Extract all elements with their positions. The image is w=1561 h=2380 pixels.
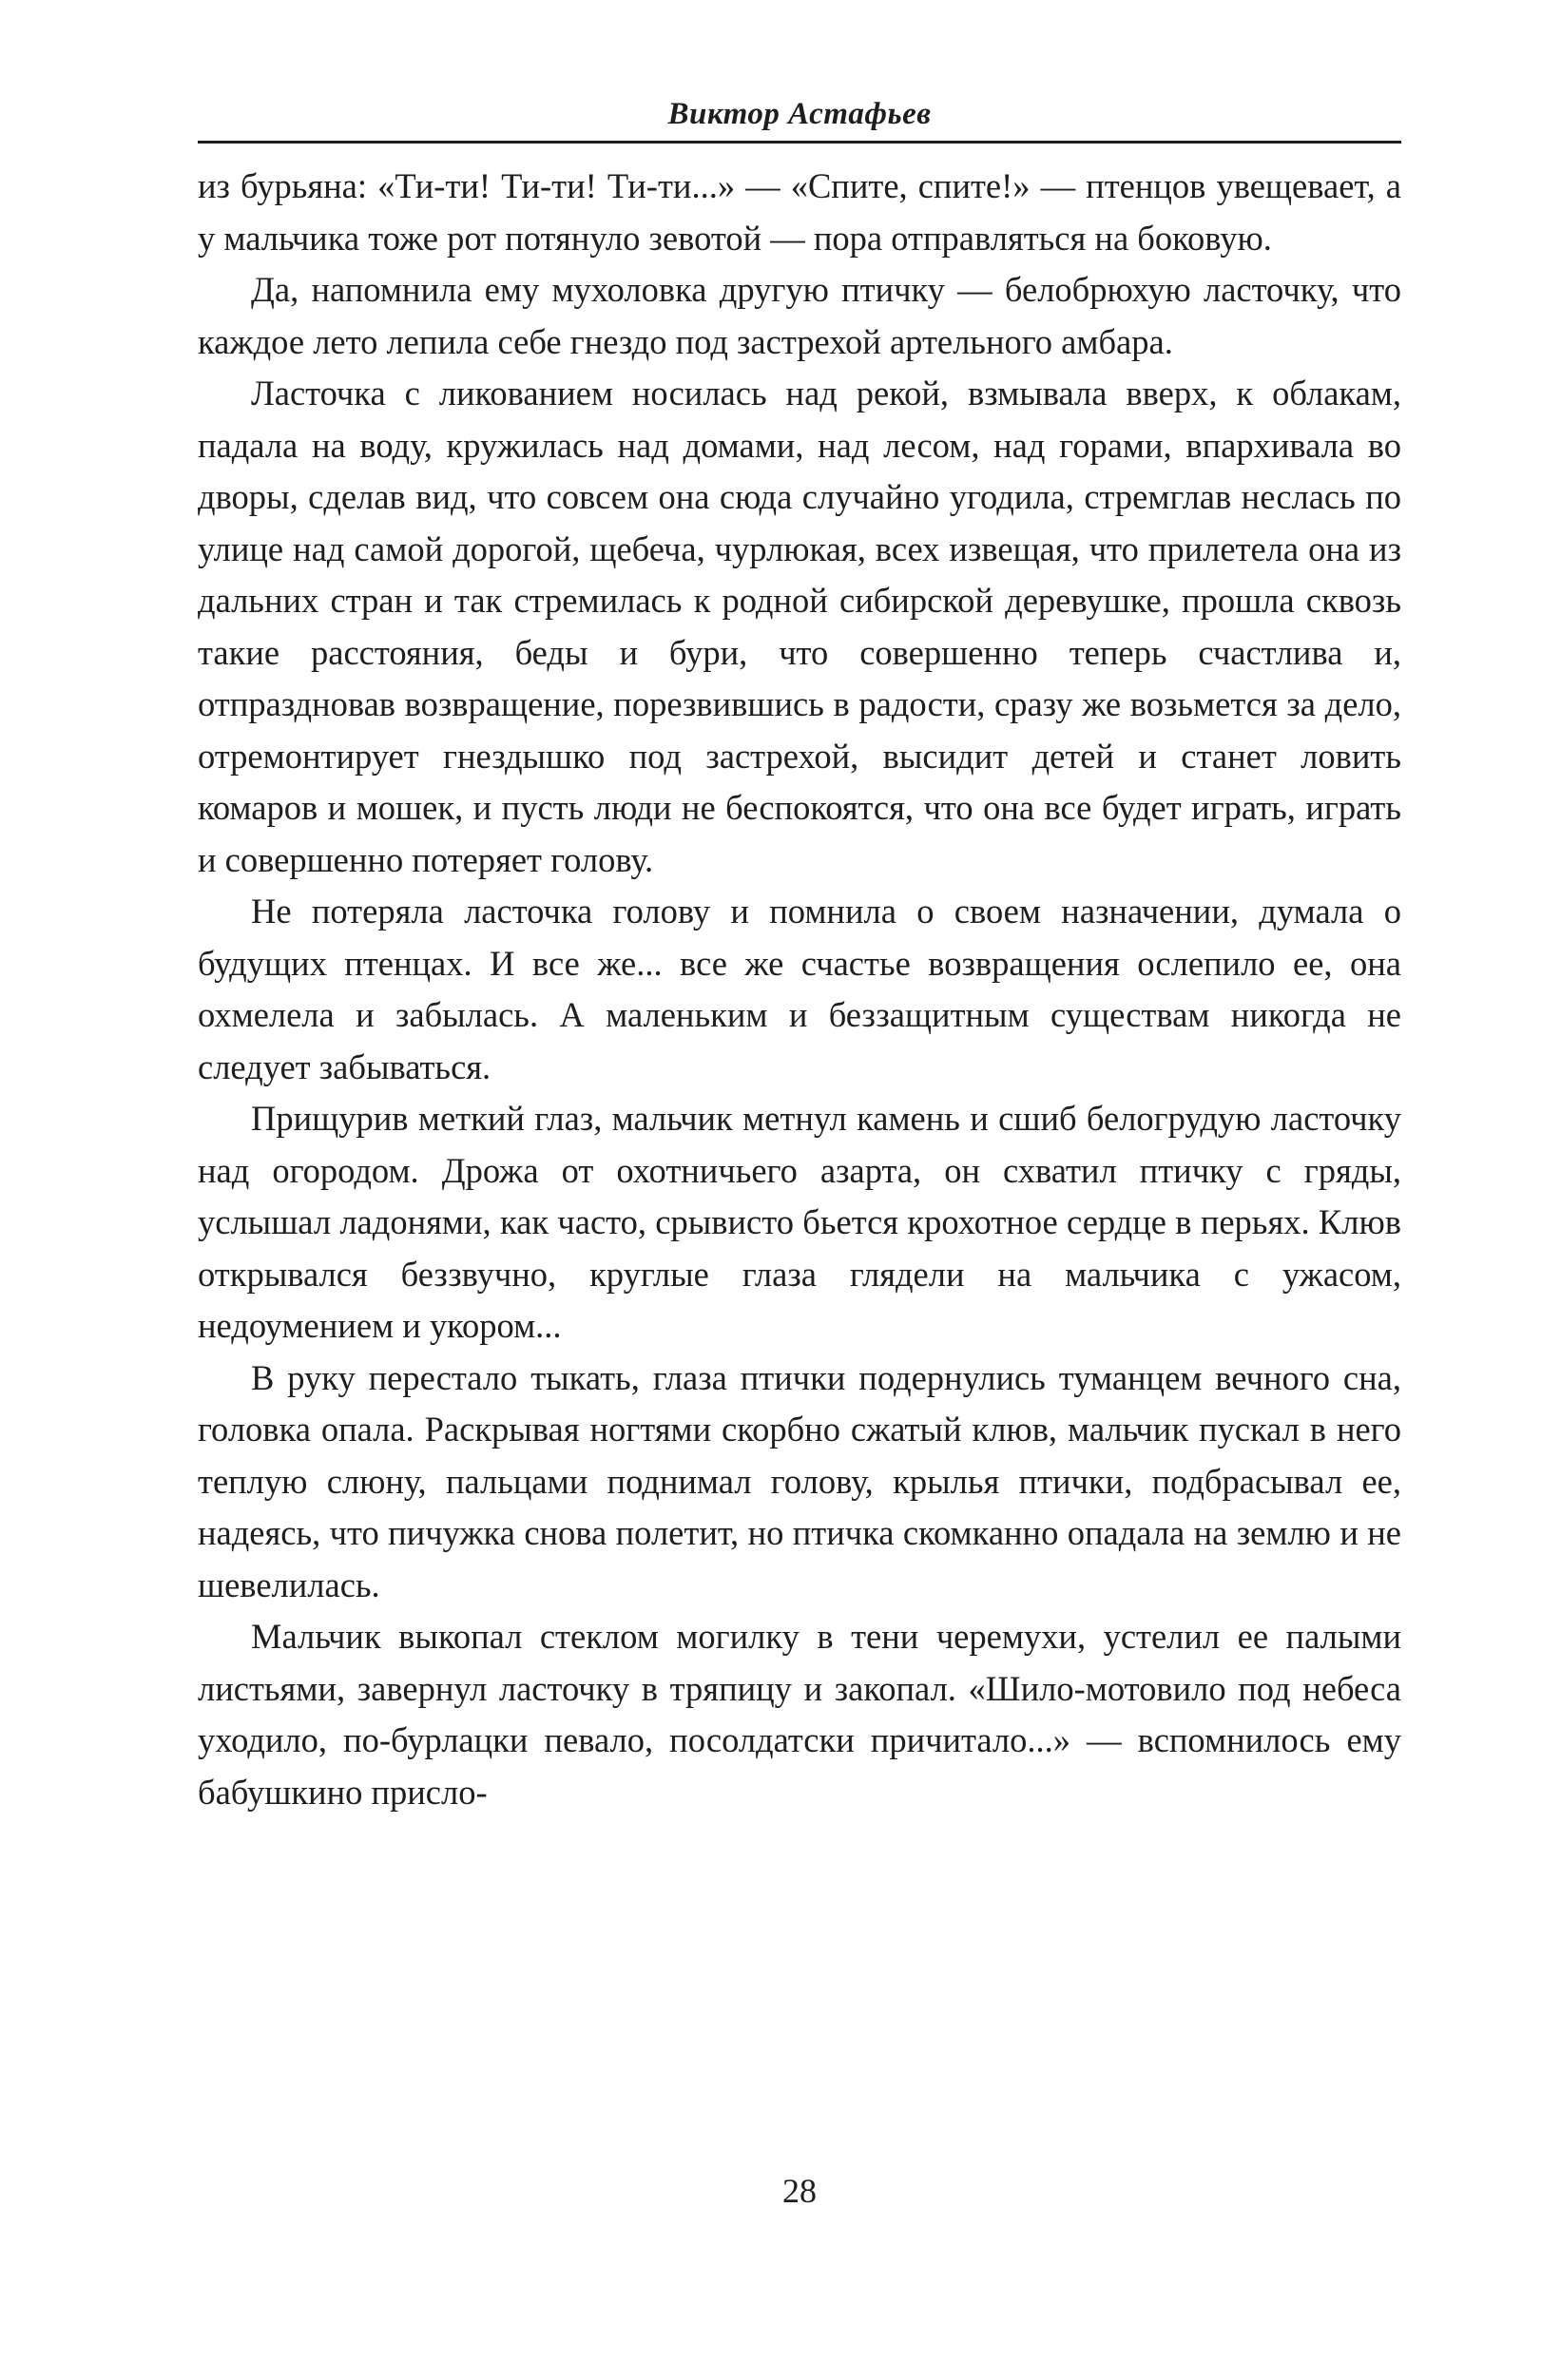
body-text: [198, 161, 1401, 1818]
paragraph-continued: из бурьяна: «Ти-ти! Ти-ти! Ти-ти...» — «Спите, спите!» — птенцов увещевает, а у мальчика тоже рот потянуло зевотой — пора отправляться на боковую.: [198, 166, 1401, 258]
paragraph: Да, напомнила ему мухоловка другую птичку — белобрюхую ласточку, что каждое лето лепила себе гнездо под застрехой артельного амбара.: [198, 270, 1401, 361]
running-head-author: Виктор Астафьев: [667, 97, 932, 131]
paragraph: Мальчик выкопал стеклом могилку в тени черемухи, устелил ее палыми листьями, завернул ласточку в тряпицу и закопал. «Шило-мотовило под небеса уходило, по-бурлацки певало, посолдатски причитало...» — вспомнилось ему бабушкино присло-: [198, 1617, 1401, 1812]
paragraph: Не потеряла ласточка голову и помнила о своем назначении, думала о будущих птенцах. И все же... все же счастье возвращения ослепило ее, она охмелела и забылась. А маленьким и беззащитным существам никогда не следует забываться.: [198, 892, 1401, 1086]
book-page: [198, 95, 1401, 2281]
paragraph: Прищурив меткий глаз, мальчик метнул камень и сшиб белогрудую ласточку над огородом. Дрожа от охотничьего азарта, он схватил птичку с гряды, услышал ладонями, как часто, срывисто бьется крохотное сердце в перьях. Клюв открывался беззвучно, круглые глаза глядели на мальчика с ужасом, недоумением и укором...: [198, 1099, 1401, 1345]
page-number: 28: [782, 2172, 817, 2210]
paragraph: В руку перестало тыкать, глаза птички подернулись туманцем вечного сна, головка опала. Раскрывая ногтями скорбно сжатый клюв, мальчик пускал в него теплую слюну, пальцами поднимал голову, крылья птички, подбрасывал ее, надеясь, что пичужка снова полетит, но птичка скомканно опадала на землю и не шевелилась.: [198, 1357, 1401, 1604]
paragraph: Ласточка с ликованием носилась над рекой, взмывала вверх, к облакам, падала на воду, кружилась над домами, над лесом, над горами, впархивала во дворы, сделав вид, что совсем она сюда случайно угодила, стремглав неслась по улице над самой дорогой, щебеча, чурлюкая, всех извещая, что прилетела она из дальних стран и так стремилась к родной сибирской деревушке, прошла сквозь такие расстояния, беды и бури, что совершенно теперь счастлива и, отпраздновав возвращение, порезвившись в радости, сразу же возьмется за дело, отремонтирует гнездышко под застрехой, высидит детей и станет ловить комаров и мошек, и пусть люди не беспокоятся, что она все будет играть, играть и совершенно потеряет голову.: [198, 374, 1401, 879]
header-rule: [198, 141, 1401, 144]
